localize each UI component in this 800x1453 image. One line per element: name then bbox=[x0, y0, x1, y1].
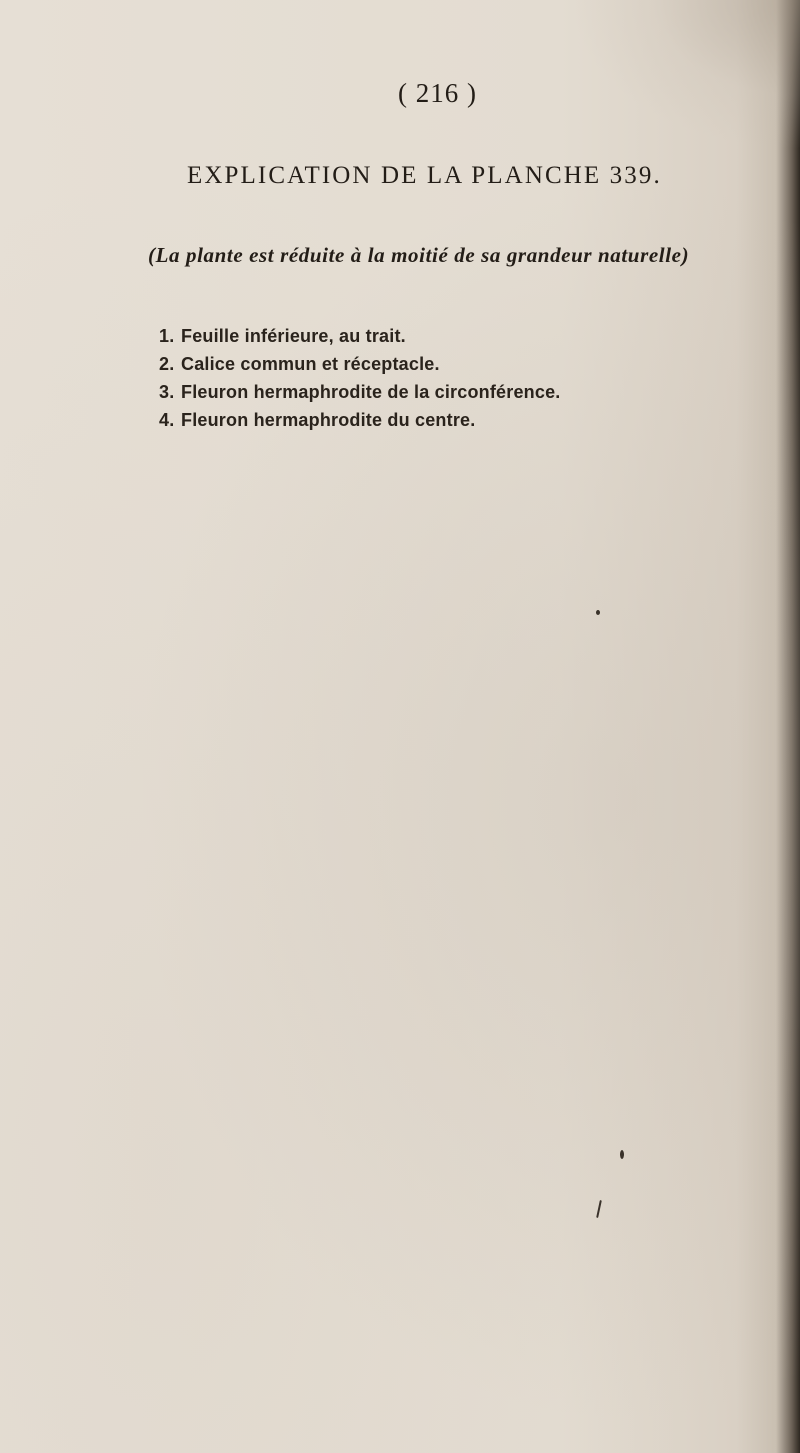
legend-item-text: Feuille inférieure, au trait. bbox=[181, 326, 406, 346]
page-number: ( 216 ) bbox=[398, 78, 477, 108]
ink-speck bbox=[596, 1200, 602, 1218]
legend-item-number: 1. bbox=[159, 326, 175, 346]
legend-item bbox=[159, 378, 561, 406]
legend-item-number: 4. bbox=[159, 410, 175, 430]
legend-item-text: Fleuron hermaphrodite de la circonférence. bbox=[181, 382, 561, 402]
legend-item bbox=[159, 322, 561, 350]
legend-item bbox=[159, 406, 561, 434]
figure-legend bbox=[159, 322, 561, 434]
legend-item bbox=[159, 350, 561, 378]
ink-speck bbox=[596, 610, 600, 615]
legend-item-text: Calice commun et réceptacle. bbox=[181, 354, 440, 374]
plate-subtitle: (La plante est réduite à la moitié de sa grandeur naturelle) bbox=[148, 243, 690, 267]
legend-item-number: 2. bbox=[159, 354, 175, 374]
ink-speck bbox=[620, 1150, 624, 1159]
legend-item-number: 3. bbox=[159, 382, 175, 402]
plate-heading: EXPLICATION DE LA PLANCHE 339. bbox=[187, 162, 662, 189]
page-corner-shadow bbox=[570, 0, 800, 150]
legend-item-text: Fleuron hermaphrodite du centre. bbox=[181, 410, 476, 430]
